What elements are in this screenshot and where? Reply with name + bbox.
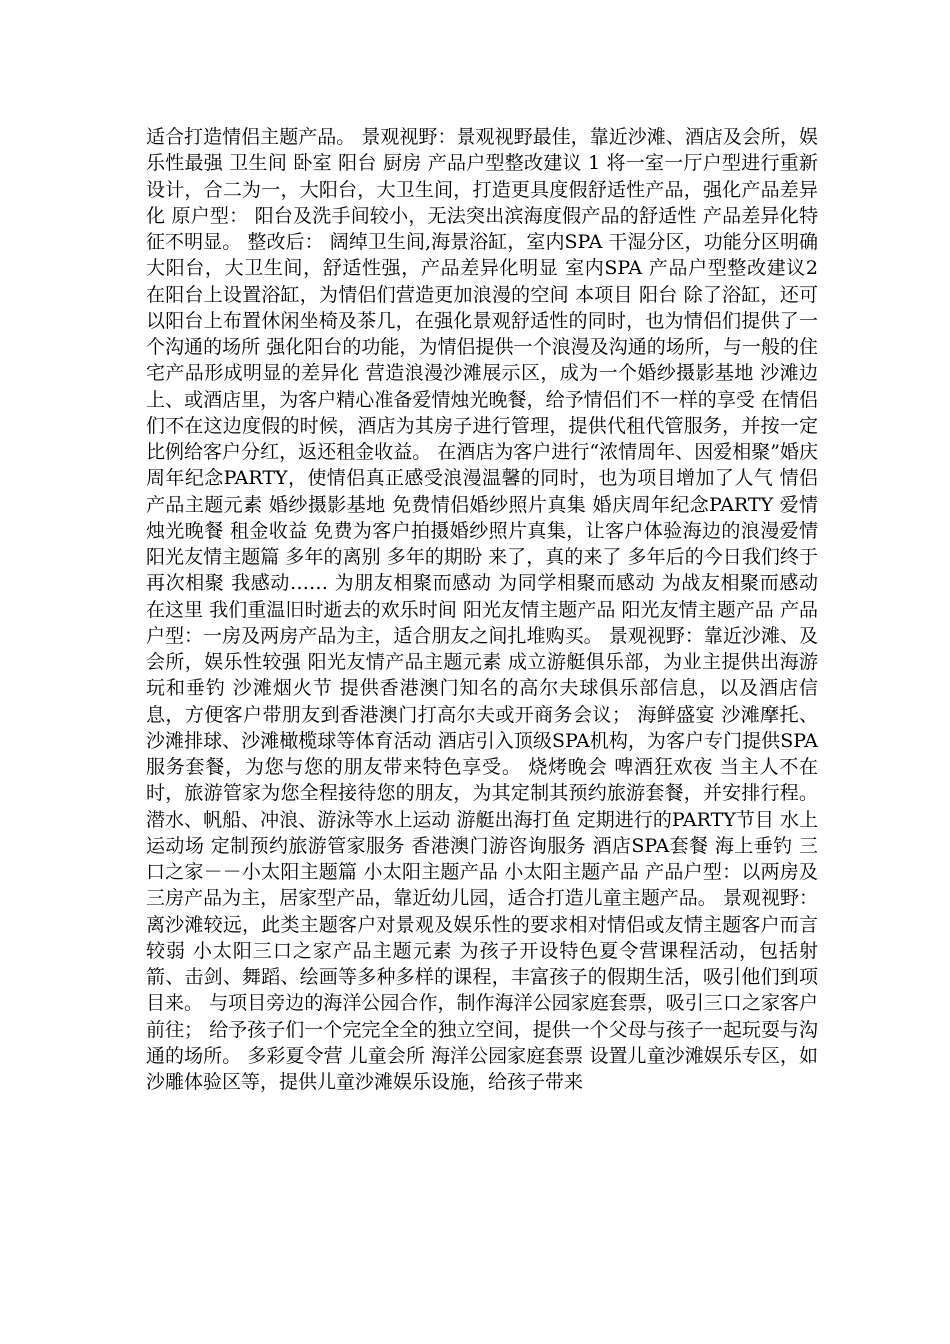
body-paragraph: 适合打造情侣主题产品。 景观视野：景观视野最佳，靠近沙滩、酒店及会所，娱乐性最强 卫生间 卧室 阳台 厨房 产品户型整改建议 1 将一室一厅户型进行重新设计，合二为一，大阳台，大卫生间，打造更具度假舒适性产品，强化产品差异化 原户型： 阳台及洗手间较小，无法突出滨海度假产品的舒适性 产品差异化特征不明显。 整改后： 阔绰卫生间,海景浴缸，室内SPA 干湿分区，功能分区明确 大阳台，大卫生间，舒适性强，产品差异化明显 室内SPA 产品户型整改建议2 在阳台上设置浴缸，为情侣们营造更加浪漫的空间 本项目 阳台 除了浴缸，还可以阳台上布置休闲坐椅及茶几，在强化景观舒适性的同时，也为情侣们提供了一个沟通的场所 强化阳台的功能，为情侣提供一个浪漫及沟通的场所，与一般的住宅产品形成明显的差异化 营造浪漫沙滩展示区，成为一个婚纱摄影基地 沙滩边上、或酒店里，为客户精心准备爱情烛光晚餐，给予情侣们不一样的享受 在情侣们不在这边度假的时候，酒店为其房子进行管理，提供代租代管服务，并按一定比例给客户分红，返还租金收益。 在酒店为客户进行“浓情周年、因爱相聚”婚庆周年纪念PARTY，使情侣真正感受浪漫温馨的同时，也为项目增加了人气 情侣产品主题元素 婚纱摄影基地 免费情侣婚纱照片真集 婚庆周年纪念PARTY 爱情烛光晚餐 租金收益 免费为客户拍摄婚纱照片真集，让客户体验海边的浪漫爱情 阳光友情主题篇 多年的离别 多年的期盼 来了，真的来了 多年后的今日我们终于再次相聚 我感动…… 为朋友相聚而感动 为同学相聚而感动 为战友相聚而感动 在这里 我们重温旧时逝去的欢乐时间 阳光友情主题产品 阳光友情主题产品 产品户型：一房及两房产品为主，适合朋友之间扎堆购买。 景观视野：靠近沙滩、及会所，娱乐性较强 阳光友情产品主题元素 成立游艇俱乐部，为业主提供出海游玩和垂钓 沙滩烟火节 提供香港澳门知名的高尔夫球俱乐部信息，以及酒店信息，方便客户带朋友到香港澳门打高尔夫或开商务会议； 海鲜盛宴 沙滩摩托、沙滩排球、沙滩橄榄球等体育活动 酒店引入顶级SPA机构，为客户专门提供SPA服务套餐，为您与您的朋友带来特色享受。 烧烤晚会 啤酒狂欢夜 当主人不在时，旅游管家为您全程接待您的朋友，为其定制其预约旅游套餐，并安排行程。 潜水、帆船、冲浪、游泳等水上运动 游艇出海打鱼 定期进行的PARTY节目 水上运动场 定制预约旅游管家服务 香港澳门游咨询服务 酒店SPA套餐 海上垂钓 三口之家－－小太阳主题篇 小太阳主题产品 小太阳主题产品 产品户型：以两房及三房产品为主，居家型产品，靠近幼儿园，适合打造儿童主题产品。 景观视野：离沙滩较远，此类主题客户对景观及娱乐性的要求相对情侣或友情主题客户而言较弱 小太阳三口之家产品主题元素 为孩子开设特色夏令营课程活动，包括射箭、击剑、舞蹈、绘画等多种多样的课程，丰富孩子的假期生活，吸引他们到项目来。 与项目旁边的海洋公园合作，制作海洋公园家庭套票，吸引三口之家客户前往； 给予孩子们一个完完全全的独立空间，提供一个父母与孩子一起玩耍与沟通的场所。 多彩夏令营 儿童会所 海洋公园家庭套票 设置儿童沙滩娱乐专区，如沙雕体验区等，提供儿童沙滩娱乐设施，给孩子带来 [146, 126, 818, 1093]
